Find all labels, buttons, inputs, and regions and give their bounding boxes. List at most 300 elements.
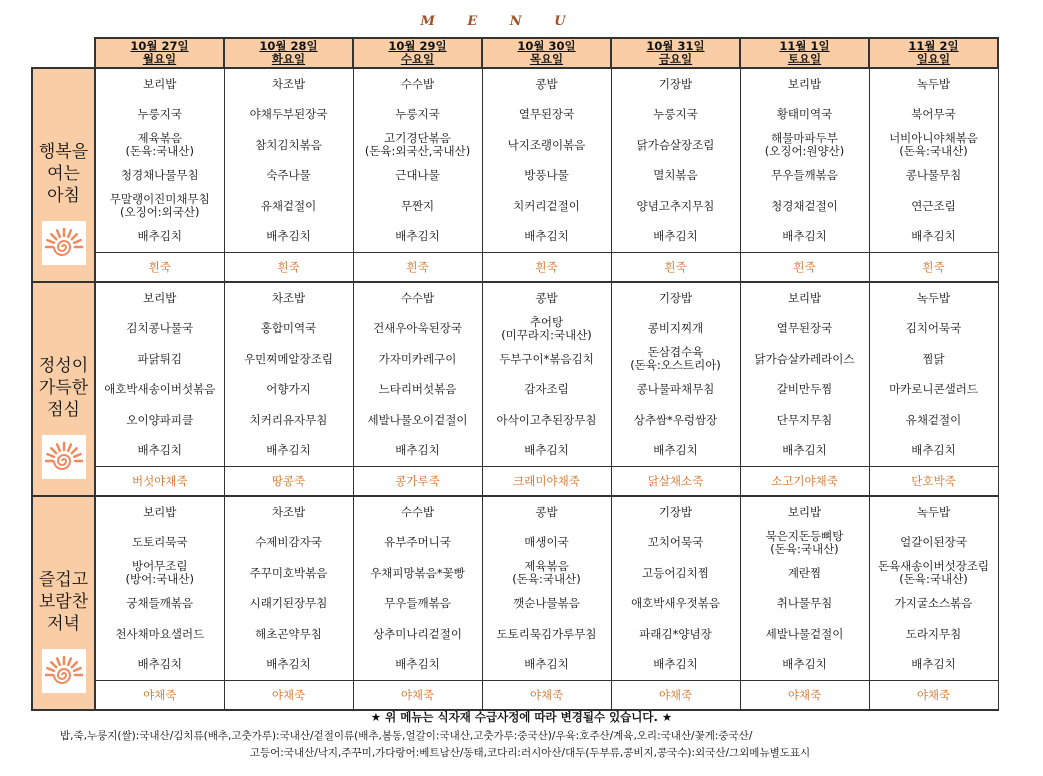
menu-item-text: 치커리유자무침: [249, 412, 328, 427]
menu-item-text: 기장밥: [658, 76, 693, 91]
menu-item-text: 계란찜: [787, 565, 822, 580]
menu-item: [612, 161, 740, 192]
menu-item-text: 얼갈이된장국: [900, 535, 967, 550]
menu-item-text: 근대나물: [395, 168, 440, 183]
menu-item: [96, 191, 224, 222]
menu-item-text: 가자미카레구이: [378, 351, 457, 366]
menu-item-text: 배추김치: [782, 657, 827, 672]
menu-item-text: 애호박새송이버섯볶음: [104, 382, 216, 397]
day-weekday: 목요일: [529, 52, 564, 66]
menu-cell: [224, 282, 353, 467]
menu-item: [483, 130, 611, 161]
menu-item: [483, 100, 611, 131]
menu-item: [225, 314, 353, 345]
menu-item-text: 무말랭이진미채무침 (오징어:외국산): [109, 192, 210, 220]
menu-item-text: 녹두밥: [916, 76, 951, 91]
meal-label-line: 점심: [47, 400, 80, 420]
menu-item: [96, 130, 224, 161]
meal-label-line: 행복을: [38, 142, 89, 162]
menu-item-text: 야채두부된장국: [249, 107, 328, 122]
menu-item: [741, 405, 869, 436]
menu-item: [354, 375, 482, 406]
menu-item: [96, 558, 224, 589]
menu-item-text: 너비아니야채볶음 (돈육:국내산): [889, 131, 978, 159]
menu-item: [612, 436, 740, 467]
menu-item: [354, 314, 482, 345]
menu-item: [483, 191, 611, 222]
menu-item-text: 배추김치: [395, 443, 440, 458]
menu-item: [612, 283, 740, 314]
meal-block: [32, 282, 998, 467]
menu-item-text: 추어탕 (미꾸라지:국내산): [501, 314, 592, 342]
menu-item: [870, 619, 998, 650]
menu-item: [96, 222, 224, 253]
menu-item-text: 배추김치: [137, 657, 182, 672]
porridge-item: 콩가루죽: [353, 467, 482, 497]
menu-cell: [353, 282, 482, 467]
menu-item-text: 건새우아욱된장국: [373, 321, 462, 336]
menu-item-text: 느타리버섯볶음: [378, 382, 457, 397]
menu-item: [870, 283, 998, 314]
menu-item: [870, 497, 998, 528]
menu-item: [870, 589, 998, 620]
menu-item: [225, 222, 353, 253]
porridge-row: [32, 253, 998, 283]
menu-item: [741, 589, 869, 620]
menu-item-text: 꼬치어묵국: [647, 535, 704, 550]
day-header: [611, 38, 740, 68]
menu-item-text: 배추김치: [395, 229, 440, 244]
menu-item-text: 배추김치: [653, 443, 698, 458]
porridge-item: 땅콩죽: [224, 467, 353, 497]
menu-item-text: 무우들깨볶음: [771, 168, 838, 183]
porridge-item: 야채죽: [224, 681, 353, 711]
menu-cell: [95, 496, 224, 681]
menu-item: [225, 528, 353, 559]
menu-item-text: 수수밥: [400, 76, 435, 91]
menu-item: [96, 436, 224, 467]
menu-item-text: 수수밥: [400, 504, 435, 519]
menu-item-text: 주꾸미호박볶음: [249, 565, 328, 580]
menu-item: [612, 191, 740, 222]
menu-item-text: 멸치볶음: [653, 168, 698, 183]
menu-item: [225, 69, 353, 100]
meal-block: [32, 68, 998, 253]
menu-item: [354, 436, 482, 467]
menu-cell: [353, 68, 482, 253]
menu-item-text: 배추김치: [782, 443, 827, 458]
menu-item-text: 치커리겉절이: [513, 198, 580, 213]
menu-item: [612, 130, 740, 161]
menu-cell: [482, 68, 611, 253]
menu-item: [741, 344, 869, 375]
menu-item-text: 우민찌메알장조림: [244, 351, 333, 366]
meal-icon: [42, 649, 86, 693]
menu-item-text: 녹두밥: [916, 290, 951, 305]
meal-block: [32, 496, 998, 681]
menu-item: [870, 130, 998, 161]
menu-item: [612, 528, 740, 559]
menu-item-text: 녹두밥: [916, 504, 951, 519]
menu-item: [225, 436, 353, 467]
menu-item-text: 세발나물겉절이: [765, 626, 844, 641]
menu-item: [741, 283, 869, 314]
menu-item-text: 김치어묵국: [905, 321, 962, 336]
meal-label-line: 아침: [47, 186, 80, 206]
menu-item-text: 감자조림: [524, 382, 569, 397]
menu-cell: [869, 496, 998, 681]
menu-item-text: 보리밥: [787, 504, 822, 519]
menu-item-text: 누룽지국: [137, 107, 182, 122]
menu-item-text: 기장밥: [658, 290, 693, 305]
menu-item-text: 세발나물오이겉절이: [367, 412, 468, 427]
menu-item: [741, 222, 869, 253]
menu-item: [612, 69, 740, 100]
menu-item-text: 차조밥: [271, 76, 306, 91]
menu-item: [870, 405, 998, 436]
menu-item: [741, 69, 869, 100]
menu-item: [741, 161, 869, 192]
menu-item: [612, 497, 740, 528]
menu-item-text: 배추김치: [266, 657, 311, 672]
menu-item-text: 방어무조림 (방어:국내산): [125, 559, 194, 587]
menu-item: [354, 619, 482, 650]
menu-item-text: 해물마파두부 (오징어:원양산): [764, 131, 845, 159]
menu-item: [225, 283, 353, 314]
menu-item-text: 누룽지국: [653, 107, 698, 122]
menu-item: [225, 161, 353, 192]
menu-item-text: 도라지무침: [905, 626, 962, 641]
menu-item: [870, 222, 998, 253]
menu-item: [96, 375, 224, 406]
menu-item-text: 보리밥: [143, 76, 177, 91]
day-date: 10월 30일: [517, 39, 576, 53]
menu-item: [741, 375, 869, 406]
menu-item-text: 닭가슴살카레라이스: [754, 351, 855, 366]
menu-item-text: 두부구이*볶음김치: [499, 351, 594, 366]
menu-cell: [740, 282, 869, 467]
menu-item: [354, 589, 482, 620]
porridge-item: 버섯야채죽: [95, 467, 224, 497]
meal-label-text: [33, 355, 94, 421]
menu-item: [483, 589, 611, 620]
menu-item-text: 차조밥: [271, 504, 306, 519]
menu-item: [225, 375, 353, 406]
day-header: [95, 38, 224, 68]
menu-item-text: 콩비지찌개: [647, 321, 704, 336]
menu-cell: [740, 68, 869, 253]
menu-item: [354, 558, 482, 589]
menu-item: [612, 650, 740, 681]
menu-item: [354, 161, 482, 192]
menu-item-text: 고등어김치찜: [642, 565, 709, 580]
origin-line-2: 고등어:국내산/낙지,주꾸미,가다랑어:베트남산/동태,코다리:러시아산/대두(두부류,콩비지,콩국수):외국산/그외메뉴별도표시: [249, 747, 811, 759]
menu-item-text: 콩나물파채무침: [636, 382, 715, 397]
menu-item: [354, 130, 482, 161]
meal-label-line: 보람찬: [38, 592, 89, 612]
day-header: [869, 38, 998, 68]
menu-item: [870, 344, 998, 375]
menu-cell: [869, 282, 998, 467]
menu-item-text: 배추김치: [524, 657, 569, 672]
menu-item: [870, 375, 998, 406]
day-weekday: 토요일: [787, 52, 822, 66]
menu-item: [741, 619, 869, 650]
meal-label-text: [33, 569, 94, 635]
meal-label: [32, 496, 95, 710]
menu-item-text: 해초곤약무침: [255, 626, 322, 641]
menu-cell: [611, 496, 740, 681]
menu-item: [870, 558, 998, 589]
menu-item: [96, 528, 224, 559]
menu-item-text: 배추김치: [911, 657, 956, 672]
menu-item: [96, 100, 224, 131]
menu-item: [354, 650, 482, 681]
menu-item: [741, 528, 869, 559]
menu-item: [483, 650, 611, 681]
menu-item: [741, 130, 869, 161]
porridge-item: 소고기야채죽: [740, 467, 869, 497]
menu-item-text: 콩밥: [535, 290, 558, 305]
meal-label-line: 정성이: [38, 356, 89, 376]
menu-item: [612, 314, 740, 345]
menu-item: [483, 619, 611, 650]
porridge-row: [32, 681, 998, 711]
menu-item: [96, 161, 224, 192]
menu-title: M E N U: [420, 14, 580, 29]
day-header: [224, 38, 353, 68]
menu-item: [354, 528, 482, 559]
menu-item: [96, 314, 224, 345]
menu-item-text: 파래김*양념장: [639, 626, 712, 641]
menu-item-text: 시래기된장무침: [249, 596, 328, 611]
menu-item: [354, 283, 482, 314]
menu-item-text: 보리밥: [143, 504, 177, 519]
menu-item-text: 황태미역국: [776, 107, 833, 122]
day-weekday: 수요일: [400, 52, 435, 66]
day-header: [482, 38, 611, 68]
menu-item: [483, 69, 611, 100]
menu-item-text: 깻순나물볶음: [513, 596, 580, 611]
menu-item: [354, 405, 482, 436]
menu-item: [225, 130, 353, 161]
menu-item: [741, 497, 869, 528]
menu-item: [225, 619, 353, 650]
corner-cell: [32, 38, 95, 68]
menu-item-text: 배추김치: [137, 229, 182, 244]
menu-cell: [224, 496, 353, 681]
menu-item: [870, 191, 998, 222]
menu-item-text: 배추김치: [524, 229, 569, 244]
porridge-item: 흰죽: [224, 253, 353, 283]
menu-item-text: 보리밥: [787, 290, 822, 305]
menu-item-text: 북어무국: [911, 107, 956, 122]
menu-item: [870, 528, 998, 559]
menu-item-text: 기장밥: [658, 504, 693, 519]
meal-label-line: 가득한: [38, 378, 89, 398]
porridge-item: 흰죽: [482, 253, 611, 283]
meal-label-text: [33, 141, 94, 207]
menu-item: [741, 650, 869, 681]
menu-item: [96, 619, 224, 650]
menu-item: [96, 497, 224, 528]
menu-item: [354, 222, 482, 253]
menu-item-text: 찜닭: [922, 351, 945, 366]
menu-item: [96, 405, 224, 436]
menu-item-text: 청경채나물무침: [120, 168, 199, 183]
meal-label-line: 즐겁고: [38, 570, 89, 590]
sun-spiral-icon: [42, 221, 86, 265]
menu-item-text: 연근조림: [911, 198, 956, 213]
menu-item-text: 청경채겉절이: [771, 198, 838, 213]
menu-item: [612, 405, 740, 436]
menu-item: [612, 375, 740, 406]
menu-item: [483, 375, 611, 406]
day-weekday: 화요일: [271, 52, 306, 66]
porridge-item: 흰죽: [353, 253, 482, 283]
menu-item-text: 숙주나물: [266, 168, 311, 183]
menu-item: [741, 558, 869, 589]
day-header: [740, 38, 869, 68]
menu-item: [483, 528, 611, 559]
porridge-item: 야채죽: [482, 681, 611, 711]
menu-item-text: 배추김치: [911, 229, 956, 244]
menu-item-text: 도토리묵김가루무침: [496, 626, 597, 641]
menu-item: [483, 558, 611, 589]
menu-item: [483, 497, 611, 528]
day-date: 10월 27일: [130, 39, 189, 53]
menu-item-text: 보리밥: [787, 76, 822, 91]
menu-item-text: 콩나물무침: [905, 168, 962, 183]
menu-item-text: 고기경단볶음 (돈육:외국산,국내산): [364, 131, 471, 159]
porridge-item: 야채죽: [95, 681, 224, 711]
menu-item: [741, 314, 869, 345]
menu-item-text: 궁채들깨볶음: [126, 596, 194, 611]
menu-item: [870, 100, 998, 131]
menu-item: [870, 650, 998, 681]
meal-label-line: 여는: [47, 164, 80, 184]
menu-item: [483, 405, 611, 436]
menu-item: [354, 191, 482, 222]
menu-cell: [482, 282, 611, 467]
sun-spiral-icon: [42, 649, 86, 693]
menu-item-text: 누룽지국: [395, 107, 440, 122]
menu-item: [96, 69, 224, 100]
menu-item: [612, 344, 740, 375]
menu-item-text: 돈육새송이버섯장조림 (돈육:국내산): [877, 559, 990, 587]
meal-label: [32, 282, 95, 496]
menu-item: [741, 100, 869, 131]
menu-item-text: 유채겉절이: [905, 412, 962, 427]
menu-item-text: 가지굴소스볶음: [894, 596, 973, 611]
menu-item-text: 제육볶음 (돈육:국내산): [125, 131, 194, 159]
porridge-item: 닭살채소죽: [611, 467, 740, 497]
menu-item: [483, 436, 611, 467]
menu-item: [225, 589, 353, 620]
menu-cell: [95, 282, 224, 467]
menu-cell: [611, 282, 740, 467]
menu-item: [96, 650, 224, 681]
menu-item-text: 닭가슴살장조림: [636, 137, 715, 152]
menu-cell: [95, 68, 224, 253]
menu-item: [354, 497, 482, 528]
porridge-item: 흰죽: [611, 253, 740, 283]
porridge-item: 야채죽: [869, 681, 998, 711]
menu-item: [96, 283, 224, 314]
menu-item-text: 우채피망볶음*꽃빵: [370, 565, 465, 580]
day-date: 11월 1일: [779, 39, 830, 53]
menu-item-text: 상추미나리겉절이: [373, 626, 462, 641]
menu-item: [225, 558, 353, 589]
menu-item: [225, 191, 353, 222]
menu-item: [225, 497, 353, 528]
menu-item-text: 배추김치: [782, 229, 827, 244]
menu-table: [31, 37, 999, 711]
porridge-item: 야채죽: [353, 681, 482, 711]
menu-item-text: 유부주머니국: [384, 535, 451, 550]
menu-item-text: 파닭튀김: [137, 351, 182, 366]
porridge-item: 흰죽: [95, 253, 224, 283]
menu-item: [870, 314, 998, 345]
menu-item-text: 방풍나물: [524, 168, 569, 183]
meal-label-line: 저녁: [47, 614, 80, 634]
menu-cell: [869, 68, 998, 253]
day-weekday: 월요일: [142, 52, 177, 66]
menu-item-text: 갈비만두찜: [776, 382, 833, 397]
menu-item: [612, 589, 740, 620]
notice-text: ★ 위 메뉴는 식자재 수급사정에 따라 변경될수 있습니다. ★: [370, 710, 673, 724]
menu-item-text: 묵은지돈등뼈탕 (돈육:국내산): [765, 528, 844, 556]
porridge-item: 흰죽: [740, 253, 869, 283]
menu-item-text: 무우들깨볶음: [384, 596, 451, 611]
menu-item-text: 배추김치: [266, 443, 311, 458]
meal-icon: [42, 221, 86, 265]
porridge-row: [32, 467, 998, 497]
menu-item: [225, 405, 353, 436]
menu-item-text: 차조밥: [271, 290, 306, 305]
menu-item-text: 열무된장국: [776, 321, 833, 336]
menu-item: [483, 283, 611, 314]
menu-item: [96, 589, 224, 620]
menu-item: [483, 314, 611, 345]
menu-item-text: 오이양파피클: [126, 412, 194, 427]
menu-item: [612, 558, 740, 589]
menu-item-text: 배추김치: [266, 229, 311, 244]
menu-item-text: 배추김치: [653, 229, 698, 244]
menu-item-text: 양념고추지무침: [636, 198, 715, 213]
menu-cell: [740, 496, 869, 681]
menu-item-text: 마카로니콘샐러드: [889, 382, 978, 397]
menu-item-text: 무짠지: [400, 198, 435, 213]
day-header: [353, 38, 482, 68]
menu-item-text: 어향가지: [266, 382, 311, 397]
menu-item: [225, 344, 353, 375]
menu-item-text: 단무지무침: [776, 412, 833, 427]
menu-cell: [482, 496, 611, 681]
menu-item: [741, 436, 869, 467]
menu-item: [483, 222, 611, 253]
menu-item-text: 배추김치: [524, 443, 569, 458]
menu-item-text: 도토리묵국: [131, 535, 188, 550]
day-date: 10월 29일: [388, 39, 447, 53]
menu-item: [354, 69, 482, 100]
meal-icon: [42, 435, 86, 479]
origin-line-1: 밥,죽,누룽지(쌀):국내산/김치류(배추,고춧가루):국내산/겉절이류(배추,봄동,얼갈이:국내산,고춧가루:중국산)/우육:호주산/계육,오리:국내산/꽃게:중국산/: [60, 730, 753, 742]
porridge-item: 흰죽: [869, 253, 998, 283]
menu-item: [354, 100, 482, 131]
menu-item-text: 제육볶음 (돈육:국내산): [512, 559, 581, 587]
menu-item-text: 애호박새우젓볶음: [631, 596, 720, 611]
